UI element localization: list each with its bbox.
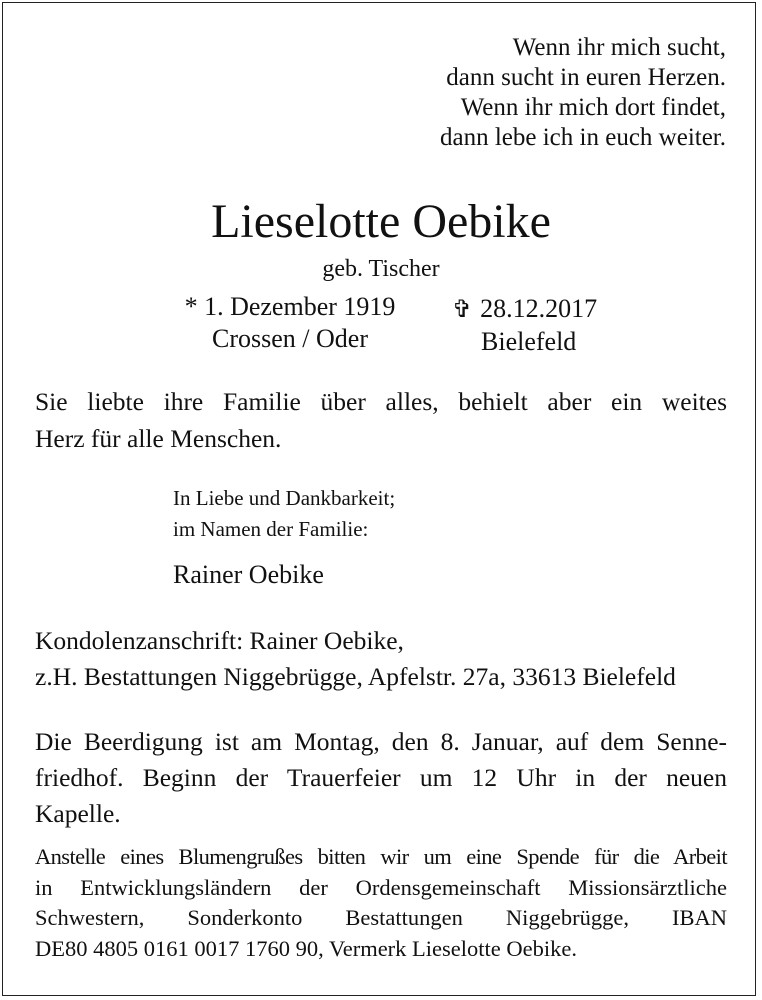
- death-date: 28.12.2017: [480, 294, 598, 323]
- donation-line-4: DE80 4805 0161 0017 1760 90, Vermerk Lieselotte Oebike.: [35, 936, 577, 961]
- donation-text-2: in Entwicklungsländern der Ordensgemeinschaft Missionsärztliche: [35, 875, 727, 900]
- deceased-name: Lieselotte Oebike: [211, 195, 551, 248]
- poem-line-3: Wenn ihr mich dort findet,: [460, 94, 726, 121]
- condolence-line-2: z.H. Bestattungen Niggebrügge, Apfelstr. 27a, 33613 Bielefeld: [35, 662, 676, 691]
- funeral-line-2: [35, 759, 727, 796]
- birth-place: Crossen / Oder: [212, 324, 368, 353]
- tribute-line-1: [35, 383, 727, 420]
- funeral-text-2: friedhof. Beginn der Trauerfeier um 12 Uhr in der neuen: [35, 763, 727, 792]
- donation-text-1: Anstelle eines Blumengrußes bitten wir um eine Spende für die Arbeit: [35, 844, 727, 869]
- funeral-text-1: Die Beerdigung ist am Montag, den 8. Januar, auf dem Senne-: [35, 727, 727, 756]
- tribute-line-2: Herz für alle Menschen.: [35, 424, 282, 453]
- death-place: Bielefeld: [481, 327, 577, 356]
- poem-line-2: dann sucht in euren Herzen.: [446, 64, 726, 91]
- maiden-name: geb. Tischer: [322, 256, 440, 282]
- closing-line-2: im Namen der Familie:: [173, 517, 369, 541]
- tribute-text-1: Sie liebte ihre Familie über alles, behielt aber ein weites: [35, 387, 727, 416]
- funeral-line-1: [35, 723, 727, 760]
- donation-line-2: [35, 873, 727, 903]
- condolence-line-1: Kondolenzanschrift: Rainer Oebike,: [35, 626, 404, 655]
- birth-date: * 1. Dezember 1919: [184, 292, 396, 321]
- funeral-line-3: Kapelle.: [35, 799, 121, 828]
- death-date-line: [452, 293, 597, 326]
- donation-line-1: [35, 842, 727, 872]
- cross-icon: ✞: [452, 297, 473, 323]
- signer-name: Rainer Oebike: [173, 560, 324, 589]
- poem-line-1: Wenn ihr mich sucht,: [512, 34, 726, 61]
- donation-line-3: [35, 903, 727, 933]
- poem-line-4: dann lebe ich in euch weiter.: [440, 124, 726, 151]
- donation-text-3: Schwestern, Sonderkonto Bestattungen Niggebrügge, IBAN: [35, 905, 727, 930]
- closing-line-1: In Liebe und Dankbarkeit;: [173, 486, 396, 510]
